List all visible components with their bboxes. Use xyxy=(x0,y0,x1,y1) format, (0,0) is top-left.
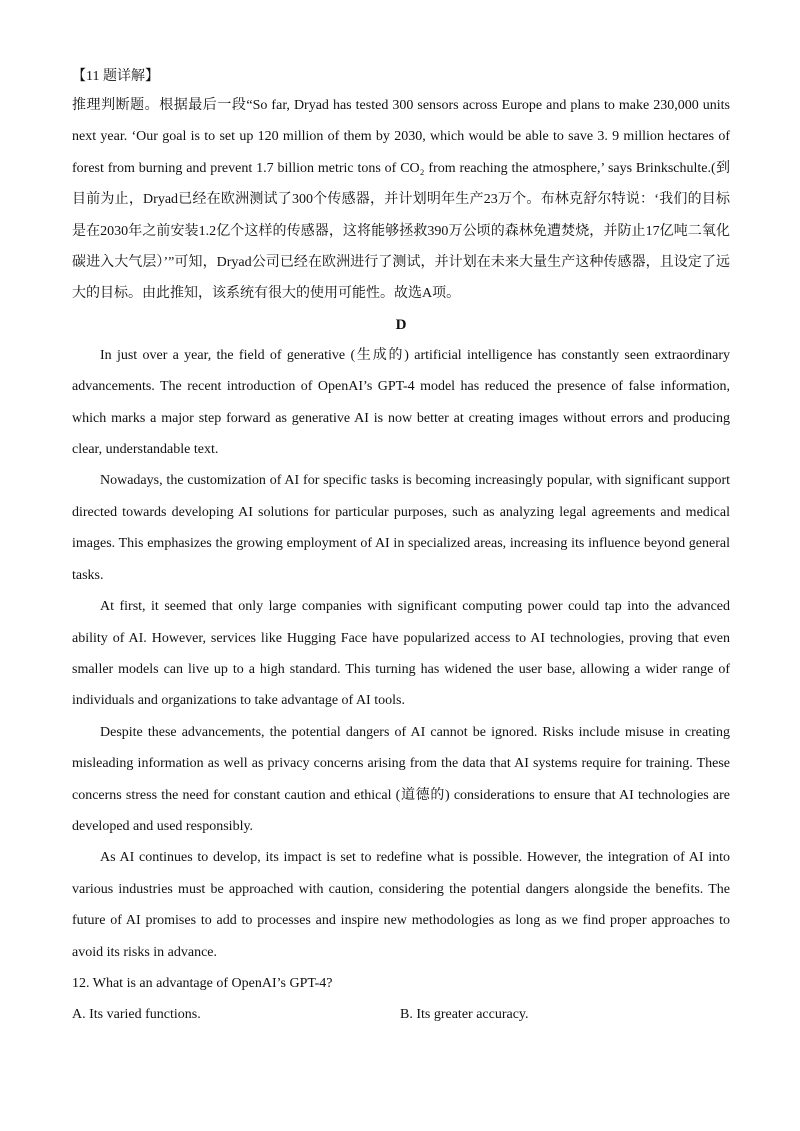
passage-paragraph-1: In just over a year, the field of generative (生成的) artificial intelligence has constantly seen extraordinary advancements. The recent introduction of OpenAI’s GPT-4 model has reduced the presence of false information, which marks a major step forward as generative AI is now better at creating images without errors and producing clear, understandable text. xyxy=(72,347,730,458)
answer-options xyxy=(72,999,730,1030)
passage-paragraph-3: At first, it seemed that only large companies with significant computing power could tap into the advanced ability of AI. However, services like Hugging Face have popularized access to AI technologies, proving that even smaller models can live up to a high standard. This turning has widened the user base, allowing a wider range of individuals and organizations to take advantage of AI tools. xyxy=(72,599,730,709)
answer-explanation: 推理判断题。根据最后一段“So far, Dryad has tested 300 sensors across Europe and plans to make 230,000 units next year. ‘Our goal is to set up 120 million of them by 2030, which would be able to save 3. 9 million hectares of forest from burning and prevent 1.7 billion metric tons of CO₂ from reaching the atmosphere,’ says Brinkschulte.(到目前为止，Dryad已经在欧洲测试了300个传感器，并计划明年生产23万个。布林克舒尔特说：‘我们的目标是在2030年之前安装1.2亿个这样的传感器，这将能够拯救390万公顷的森林免遭焚烧，并防止17亿吨二氧化碳进入大气层）’”可知，Dryad公司已经在欧洲进行了测试，并计划在未来大量生产这种传感器，且设定了远大的目标。由此推知，该系统有很大的使用可能性。故选A项。 xyxy=(72,98,730,302)
section-title: D xyxy=(395,316,407,333)
answer-heading: 【11 题详解】 xyxy=(72,69,159,84)
passage-paragraph-2: Nowadays, the customization of AI for specific tasks is becoming increasingly popular, with significant support directed towards developing AI solutions for particular purposes, such as analyzing legal agreements and medical images. This emphasizes the growing employment of AI in specialized areas, increasing its influence beyond general tasks. xyxy=(72,473,730,583)
passage-paragraph-5: As AI continues to develop, its impact is set to redefine what is possible. However, the integration of AI into various industries must be approached with caution, considering the potential dangers alongside the benefits. The future of AI promises to add to processes and inspire new methodologies as long as we find proper approaches to avoid its risks in advance. xyxy=(72,850,730,960)
option-b: B. Its greater accuracy. xyxy=(400,1007,529,1023)
question-12: 12. What is an advantage of OpenAI’s GPT-4? xyxy=(72,975,333,991)
passage-paragraph-4: Despite these advancements, the potential dangers of AI cannot be ignored. Risks include misuse in creating misleading information as well as privacy concerns arising from the data that AI systems require for training. These concerns stress the need for constant caution and ethical (道德的) considerations to ensure that AI technologies are developed and used responsibly. xyxy=(72,724,730,834)
option-a: A. Its varied functions. xyxy=(72,1007,201,1023)
